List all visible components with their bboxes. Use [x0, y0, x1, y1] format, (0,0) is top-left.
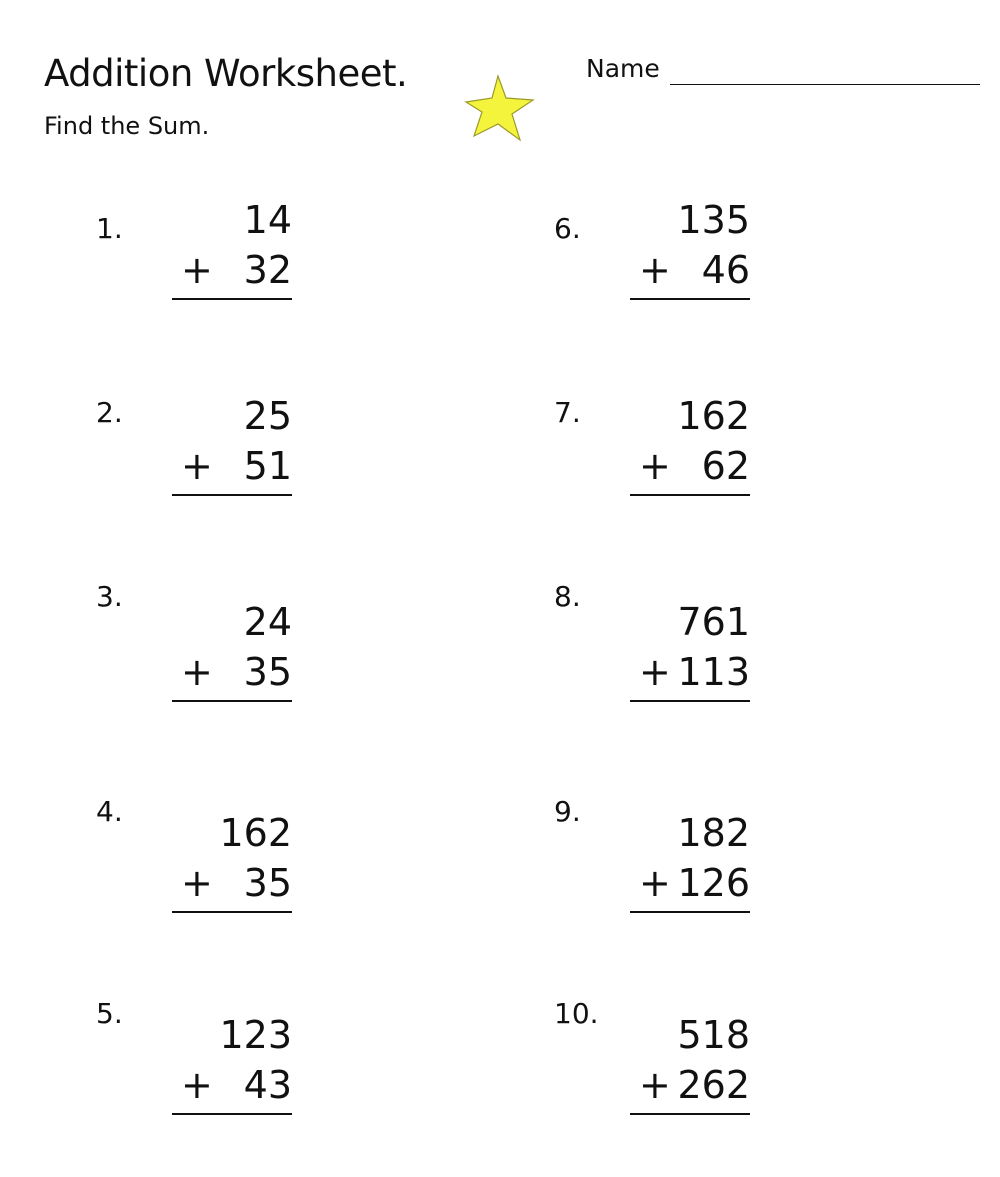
bottom-addend: 43 [243, 1063, 292, 1107]
bottom-addend: 126 [677, 861, 750, 905]
problem-8 [554, 580, 814, 750]
sum-line [630, 700, 750, 702]
name-field-line[interactable] [670, 84, 980, 85]
plus-sign: + [181, 248, 213, 292]
top-addend: 182 [677, 811, 750, 855]
plus-sign: + [181, 444, 213, 488]
bottom-addend: 262 [677, 1063, 750, 1107]
problem-number: 3. [96, 580, 123, 613]
problem-number: 2. [96, 396, 123, 429]
bottom-addend: 113 [677, 650, 750, 694]
bottom-addend: 35 [243, 650, 292, 694]
worksheet-title: Addition Worksheet. [44, 52, 408, 95]
top-addend: 162 [219, 811, 292, 855]
problem-6 [554, 198, 814, 348]
plus-sign: + [181, 650, 213, 694]
sum-line [630, 1113, 750, 1115]
problem-1 [96, 198, 356, 348]
problem-3 [96, 580, 356, 750]
name-label: Name [586, 54, 660, 83]
problem-number: 6. [554, 212, 581, 245]
plus-sign: + [639, 650, 671, 694]
sum-line [630, 911, 750, 913]
top-addend: 761 [677, 600, 750, 644]
bottom-addend: 51 [243, 444, 292, 488]
problem-4 [96, 795, 356, 961]
problem-10 [554, 997, 814, 1163]
sum-line [630, 298, 750, 300]
top-addend: 123 [219, 1013, 292, 1057]
top-addend: 14 [243, 198, 292, 242]
top-addend: 25 [243, 394, 292, 438]
plus-sign: + [639, 444, 671, 488]
top-addend: 24 [243, 600, 292, 644]
top-addend: 518 [677, 1013, 750, 1057]
problem-number: 4. [96, 795, 123, 828]
sum-line [172, 1113, 292, 1115]
problem-number: 9. [554, 795, 581, 828]
plus-sign: + [181, 861, 213, 905]
problem-number: 1. [96, 212, 123, 245]
problem-2 [96, 394, 356, 544]
sum-line [172, 494, 292, 496]
top-addend: 162 [677, 394, 750, 438]
sum-line [172, 700, 292, 702]
problem-number: 5. [96, 997, 123, 1030]
sum-line [630, 494, 750, 496]
bottom-addend: 46 [701, 248, 750, 292]
problem-9 [554, 795, 814, 961]
problem-number: 8. [554, 580, 581, 613]
sum-line [172, 298, 292, 300]
star-icon [462, 72, 538, 144]
plus-sign: + [639, 1063, 671, 1107]
bottom-addend: 35 [243, 861, 292, 905]
problem-number: 10. [554, 997, 599, 1030]
plus-sign: + [639, 861, 671, 905]
sum-line [172, 911, 292, 913]
bottom-addend: 62 [701, 444, 750, 488]
bottom-addend: 32 [243, 248, 292, 292]
plus-sign: + [639, 248, 671, 292]
worksheet-instructions: Find the Sum. [44, 112, 210, 140]
top-addend: 135 [677, 198, 750, 242]
problem-7 [554, 394, 814, 544]
problem-number: 7. [554, 396, 581, 429]
problem-5 [96, 997, 356, 1163]
plus-sign: + [181, 1063, 213, 1107]
